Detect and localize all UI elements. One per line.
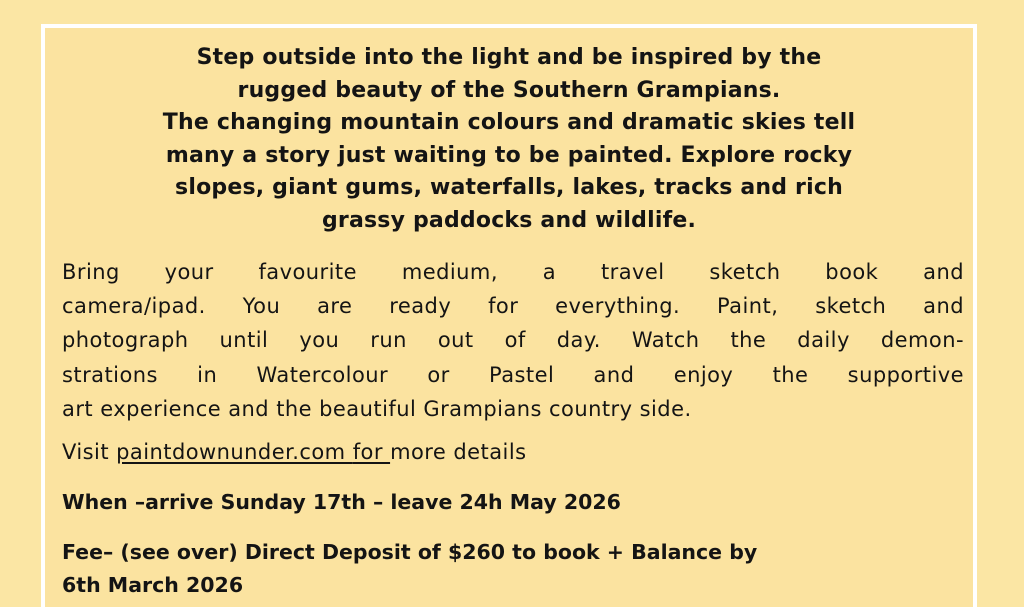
dates-line: When –arrive Sunday 17th – leave 24h May 2026 — [62, 490, 621, 514]
visit-for-word: for — [352, 440, 391, 464]
description-paragraph — [62, 255, 964, 426]
visit-prefix: Visit — [62, 440, 117, 464]
description-line: photograph until you run out of day. Watch the daily demon- — [62, 328, 964, 353]
headline — [45, 42, 973, 238]
flyer-panel — [41, 24, 977, 607]
description-line: Bring your favourite medium, a travel sketch book and — [62, 260, 964, 284]
headline-line: grassy paddocks and wildlife. — [321, 207, 697, 233]
visit-suffix: more details — [390, 440, 527, 464]
headline-line: many a story just waiting to be painted. Explore rocky — [165, 142, 853, 168]
headline-line: rugged beauty of the Southern Grampians. — [237, 77, 781, 103]
fee-line: 6th March 2026 — [62, 573, 244, 597]
headline-line: slopes, giant gums, waterfalls, lakes, tracks and rich — [175, 175, 843, 201]
website-link[interactable]: paintdownunder.com — [116, 440, 353, 464]
fee-line: Fee– (see over) Direct Deposit of $260 to book + Balance by — [62, 540, 758, 564]
headline-line: The changing mountain colours and dramatic skies tell — [162, 110, 856, 136]
headline-line: Step outside into the light and be inspired by the — [196, 45, 822, 70]
visit-line — [62, 438, 527, 466]
description-line: art experience and the beautiful Grampians country side. — [62, 396, 692, 421]
description-line: strations in Watercolour or Pastel and enjoy the supportive — [62, 362, 964, 387]
fee-paragraph — [62, 536, 964, 602]
description-line: camera/ipad. You are ready for everything. Paint, sketch and — [62, 294, 964, 319]
